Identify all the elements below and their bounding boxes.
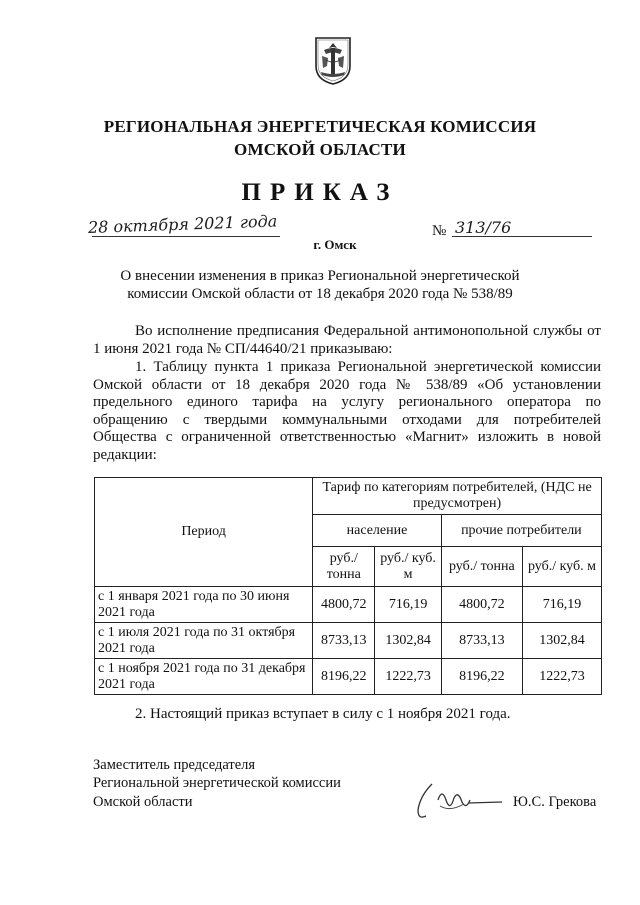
handwritten-signature-icon — [410, 776, 510, 826]
value-cell: 1222,73 — [375, 659, 441, 695]
body-paragraph-3: 2. Настоящий приказ вступает в силу с 1 ноября 2021 года. — [135, 706, 511, 722]
signatory-name: Ю.С. Грекова — [513, 794, 597, 810]
unit-header: руб./ куб. м — [375, 547, 441, 587]
unit-header: руб./ тонна — [441, 547, 522, 587]
value-cell: 8196,22 — [441, 659, 522, 695]
signatory-title-line1: Заместитель председателя — [93, 757, 256, 773]
body-paragraph-2: 1. Таблицу пункта 1 приказа Региональной энергетической комиссии Омской области от 18 декабря 2020 года № 538/89 «Об установлении предельного единого тарифа на услугу регионального оператора по обращению с твердыми коммунальными отходами для потребителей Общества с ограниченной ответственностью «Магнит» изложить в новой редакции: — [93, 359, 601, 463]
value-cell: 1302,84 — [522, 623, 601, 659]
group-other-header: прочие потребители — [441, 515, 601, 547]
period-cell: с 1 ноября 2021 года по 31 декабря 2021 года — [95, 659, 313, 695]
org-name-line1: РЕГИОНАЛЬНАЯ ЭНЕРГЕТИЧЕСКАЯ КОМИССИЯ — [103, 117, 537, 136]
subject-line1: О внесении изменения в приказ Региональной энергетической — [120, 268, 520, 284]
handwritten-date: 28 октября 2021 года — [87, 211, 278, 237]
value-cell: 1222,73 — [522, 659, 601, 695]
handwritten-number: 313/76 — [455, 218, 512, 237]
value-cell: 8196,22 — [313, 659, 375, 695]
value-cell: 4800,72 — [313, 587, 375, 623]
period-cell: с 1 января 2021 года по 30 июня 2021 года — [95, 587, 313, 623]
value-cell: 4800,72 — [441, 587, 522, 623]
document-type: ПРИКАЗ — [241, 179, 399, 206]
city: г. Омск — [313, 237, 357, 252]
unit-header: руб./ тонна — [313, 547, 375, 587]
period-cell: с 1 июля 2021 года по 31 октября 2021 года — [95, 623, 313, 659]
value-cell: 1302,84 — [375, 623, 441, 659]
value-cell: 716,19 — [522, 587, 601, 623]
tariff-header: Тариф по категориям потребителей, (НДС не предусмотрен) — [313, 478, 602, 515]
unit-header: руб./ куб. м — [522, 547, 601, 587]
org-name-line2: ОМСКОЙ ОБЛАСТИ — [234, 140, 406, 159]
number-label: № — [432, 223, 447, 239]
value-cell: 716,19 — [375, 587, 441, 623]
signatory-title-line2: Региональной энергетической комиссии — [93, 775, 341, 791]
group-population-header: население — [313, 515, 442, 547]
body-paragraph-1: Во исполнение предписания Федеральной антимонопольной службы от 1 июня 2021 года № СП/44640/21 приказываю: — [93, 323, 601, 357]
table-row — [95, 659, 602, 695]
value-cell: 8733,13 — [441, 623, 522, 659]
period-header: Период — [95, 478, 313, 587]
signatory-title-line3: Омской области — [93, 794, 193, 810]
table-row — [95, 623, 602, 659]
value-cell: 8733,13 — [313, 623, 375, 659]
omsk-coat-of-arms-icon — [314, 36, 352, 86]
subject-line2: комиссии Омской области от 18 декабря 2020 года № 538/89 — [127, 286, 513, 302]
tariff-table — [94, 477, 602, 695]
table-row — [95, 587, 602, 623]
